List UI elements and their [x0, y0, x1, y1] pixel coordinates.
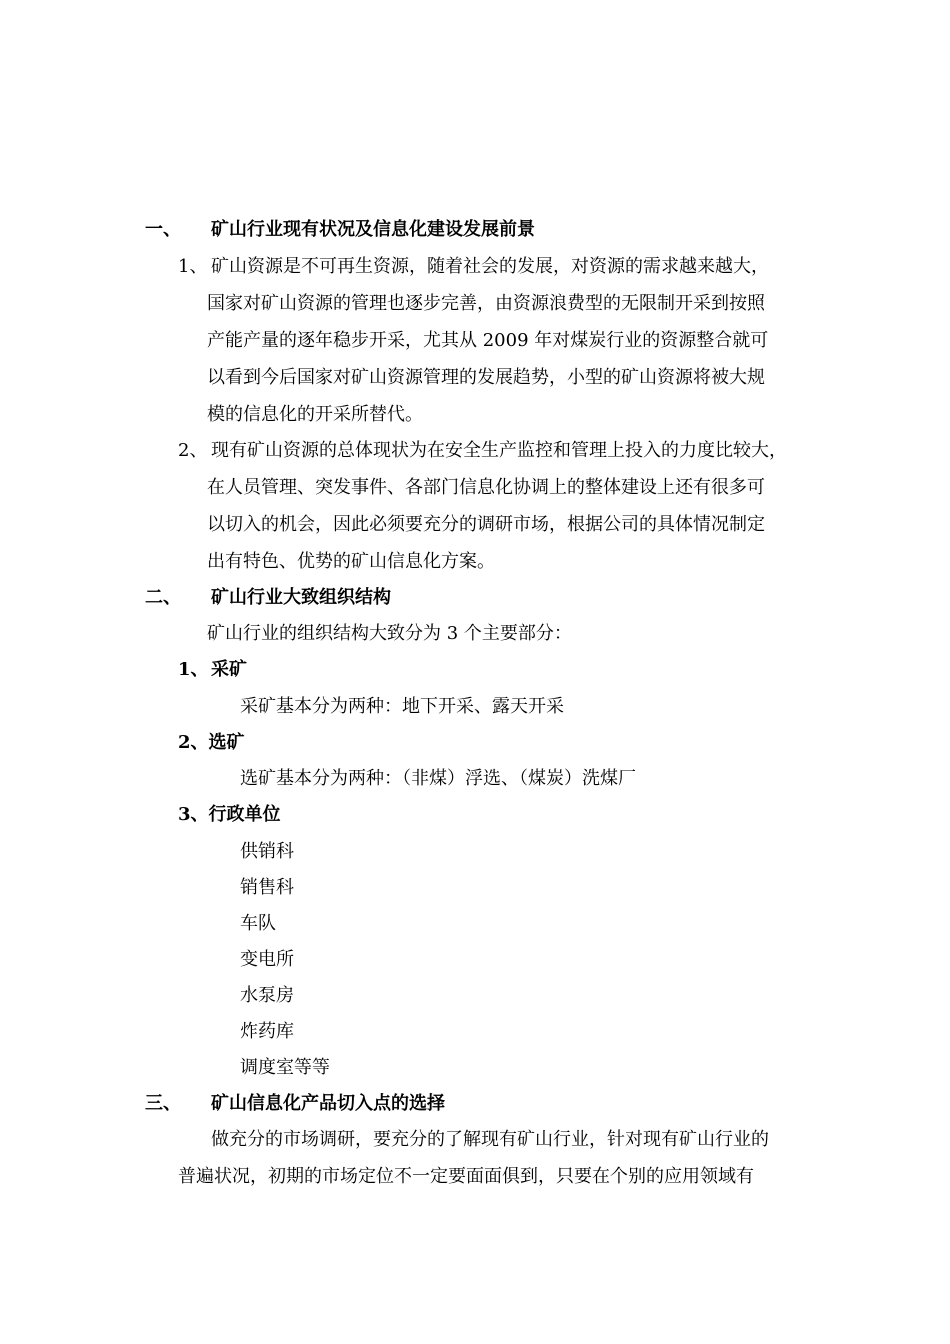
section2-part3-item: 变电所 — [240, 949, 294, 970]
section2-part1-title: 采矿 — [211, 659, 247, 680]
section1-item2-line: 以切入的机会，因此必须要充分的调研市场，根据公司的具体情况制定 — [207, 514, 765, 535]
section1-item2-line: 现有矿山资源的总体现状为在安全生产监控和管理上投入的力度比较大， — [211, 440, 787, 461]
section2-intro: 矿山行业的组织结构大致分为 3 个主要部分： — [207, 623, 572, 644]
section2-part3-item: 调度室等等 — [240, 1057, 330, 1078]
section3-paragraph-line: 做充分的市场调研，要充分的了解现有矿山行业，针对现有矿山行业的 — [211, 1129, 769, 1150]
section2-part3-item: 车队 — [240, 913, 276, 934]
section3-paragraph-line: 普遍状况，初期的市场定位不一定要面面俱到，只要在个别的应用领域有 — [178, 1166, 754, 1187]
section1-item1-line: 产能产量的逐年稳步开采，尤其从 2009 年对煤炭行业的资源整合就可 — [207, 330, 769, 351]
section3-heading: 矿山信息化产品切入点的选择 — [211, 1093, 445, 1114]
section2-part3-item: 水泵房 — [240, 985, 294, 1006]
section2-part3-item: 供销科 — [240, 841, 294, 862]
section2-part1-desc: 采矿基本分为两种：地下开采、露天开采 — [240, 696, 564, 717]
section2-part2-title: 2、选矿 — [178, 732, 245, 753]
section1-item1-line: 国家对矿山资源的管理也逐步完善，由资源浪费型的无限制开采到按照 — [207, 293, 765, 314]
section1-item2-line: 出有特色、优势的矿山信息化方案。 — [207, 551, 495, 572]
section2-part3-item: 炸药库 — [240, 1021, 294, 1042]
section2-number: 二、 — [145, 587, 181, 608]
section2-part3-title: 3、行政单位 — [178, 804, 281, 825]
section3-number: 三、 — [145, 1093, 181, 1114]
section1-item1-line: 模的信息化的开采所替代。 — [207, 404, 423, 425]
section1-item2-number: 2、 — [178, 440, 208, 461]
section1-item1-line: 以看到今后国家对矿山资源管理的发展趋势，小型的矿山资源将被大规 — [207, 367, 765, 388]
section1-heading: 矿山行业现有状况及信息化建设发展前景 — [211, 219, 535, 240]
section2-heading: 矿山行业大致组织结构 — [211, 587, 391, 608]
section1-number: 一、 — [145, 219, 181, 240]
section1-item2-line: 在人员管理、突发事件、各部门信息化协调上的整体建设上还有很多可 — [207, 477, 765, 498]
section2-part3-item: 销售科 — [240, 877, 294, 898]
section2-part2-desc: 选矿基本分为两种：（非煤）浮选、（煤炭）洗煤厂 — [240, 768, 636, 789]
section1-item1-number: 1、 — [178, 256, 208, 277]
section2-part1-number: 1、 — [178, 659, 209, 680]
section1-item1-line: 矿山资源是不可再生资源，随着社会的发展，对资源的需求越来越大， — [211, 256, 769, 277]
